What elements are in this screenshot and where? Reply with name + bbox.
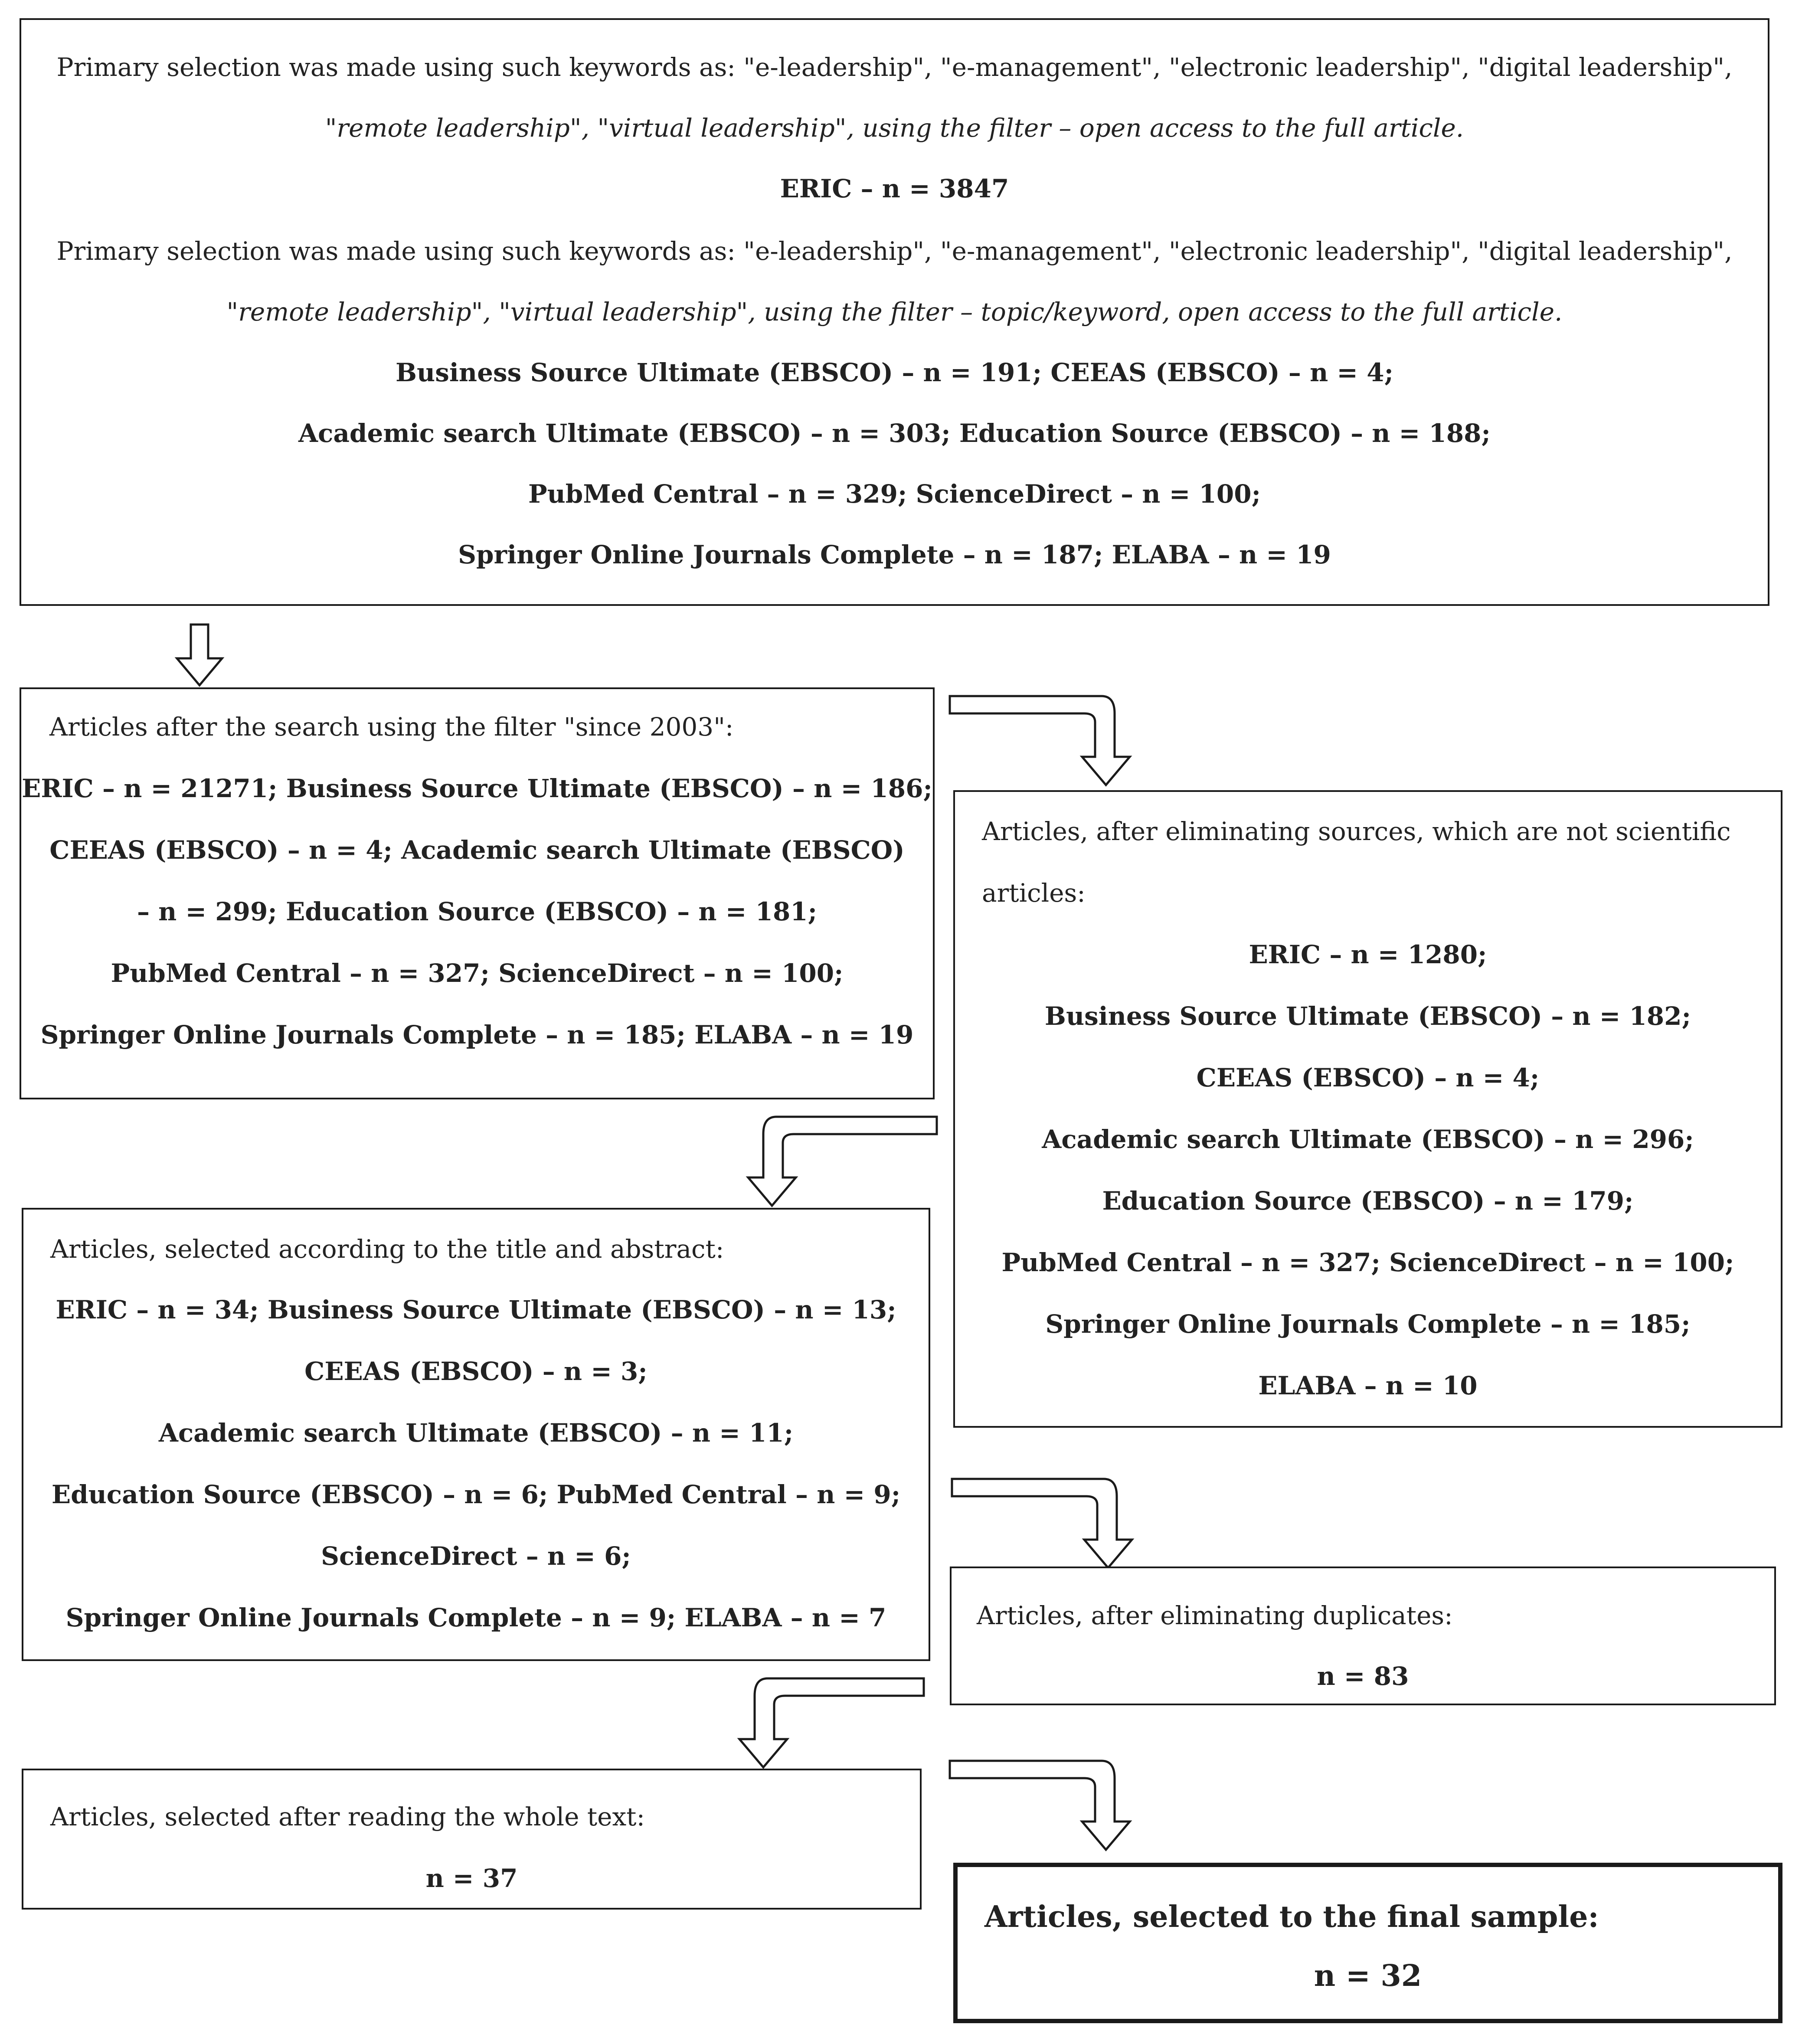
- database-counts-1: Business Source Ultimate (EBSCO) – n = 191; CEEAS (EBSCO) – n = 4;: [396, 358, 1393, 387]
- since-2003-heading: Articles after the search using the filter "since 2003":: [49, 712, 734, 742]
- duplicates-count: n = 83: [1317, 1661, 1409, 1691]
- non-scientific-box: [953, 790, 1782, 1428]
- final-sample-box: [953, 1863, 1782, 2023]
- database-counts-2: Academic search Ultimate (EBSCO) – n = 303; Education Source (EBSCO) – n = 188;: [298, 419, 1491, 448]
- since-2003-counts-5: Springer Online Journals Complete – n = 185; ELABA – n = 19: [40, 1020, 914, 1050]
- title-abstract-count-1: ERIC – n = 34; Business Source Ultimate (EBSCO) – n = 13;: [56, 1295, 896, 1325]
- since-2003-counts-3: – n = 299; Education Source (EBSCO) – n = 181;: [137, 897, 818, 926]
- curved-arrow-to-whole-text: [729, 1678, 928, 1774]
- non-scientific-count-6: PubMed Central – n = 327; ScienceDirect – n = 100;: [1001, 1248, 1734, 1277]
- curved-arrow-to-nonscientific: [950, 696, 1132, 791]
- final-sample-count: n = 32: [1314, 1959, 1422, 1993]
- title-abstract-box: [22, 1208, 930, 1661]
- since-2003-counts-2: CEEAS (EBSCO) – n = 4; Academic search Ultimate (EBSCO): [49, 835, 905, 865]
- non-scientific-count-1: ERIC – n = 1280;: [1249, 940, 1487, 969]
- title-abstract-count-6: Springer Online Journals Complete – n = 9; ELABA – n = 7: [65, 1603, 886, 1632]
- final-sample-heading: Articles, selected to the final sample:: [984, 1900, 1599, 1934]
- database-counts-3: PubMed Central – n = 329; ScienceDirect – n = 100;: [528, 479, 1261, 509]
- curved-arrow-to-final: [950, 1761, 1132, 1856]
- title-abstract-count-4: Education Source (EBSCO) – n = 6; PubMed Central – n = 9;: [51, 1480, 901, 1509]
- title-abstract-heading: Articles, selected according to the title and abstract:: [50, 1234, 724, 1264]
- non-scientific-count-2: Business Source Ultimate (EBSCO) – n = 182;: [1044, 1001, 1691, 1031]
- non-scientific-count-3: CEEAS (EBSCO) – n = 4;: [1196, 1063, 1540, 1092]
- title-abstract-count-2: CEEAS (EBSCO) – n = 3;: [304, 1357, 648, 1386]
- primary-selection-text-4: "remote leadership", "virtual leadership", using the filter – topic/keyword, open access to the full article.: [226, 297, 1563, 327]
- curved-arrow-to-title-abstract: [737, 1117, 941, 1212]
- whole-text-heading: Articles, selected after reading the whole text:: [50, 1802, 645, 1831]
- non-scientific-count-7: Springer Online Journals Complete – n = 185;: [1045, 1309, 1691, 1339]
- non-scientific-heading-1: Articles, after eliminating sources, which are not scientific: [982, 817, 1731, 846]
- primary-selection-text-1: Primary selection was made using such keywords as: "e-leadership", "e-management", "electronic leadership", "digital leadership",: [56, 52, 1733, 82]
- title-abstract-count-3: Academic search Ultimate (EBSCO) – n = 11;: [158, 1418, 794, 1448]
- duplicates-box: [950, 1567, 1776, 1705]
- down-arrow-1: [173, 625, 226, 690]
- title-abstract-count-5: ScienceDirect – n = 6;: [321, 1541, 631, 1571]
- non-scientific-heading-2: articles:: [982, 878, 1086, 908]
- primary-selection-text-2: "remote leadership", "virtual leadership", using the filter – open access to the full article.: [325, 113, 1464, 143]
- since-2003-counts-4: PubMed Central – n = 327; ScienceDirect – n = 100;: [111, 958, 844, 988]
- since-2003-counts-1: ERIC – n = 21271; Business Source Ultimate (EBSCO) – n = 186;: [22, 774, 932, 803]
- non-scientific-count-8: ELABA – n = 10: [1258, 1371, 1478, 1400]
- duplicates-heading: Articles, after eliminating duplicates:: [977, 1601, 1453, 1630]
- primary-selection-box: [20, 18, 1769, 606]
- non-scientific-count-4: Academic search Ultimate (EBSCO) – n = 296;: [1042, 1125, 1694, 1154]
- whole-text-count: n = 37: [425, 1864, 518, 1893]
- primary-selection-text-3: Primary selection was made using such keywords as: "e-leadership", "e-management", "electronic leadership", "digital leadership",: [56, 236, 1733, 266]
- curved-arrow-to-duplicates: [952, 1479, 1134, 1574]
- whole-text-box: [22, 1769, 922, 1910]
- non-scientific-count-5: Education Source (EBSCO) – n = 179;: [1102, 1186, 1634, 1216]
- database-counts-4: Springer Online Journals Complete – n = 187; ELABA – n = 19: [458, 540, 1331, 569]
- eric-count: ERIC – n = 3847: [780, 174, 1009, 203]
- since-2003-box: [20, 687, 935, 1099]
